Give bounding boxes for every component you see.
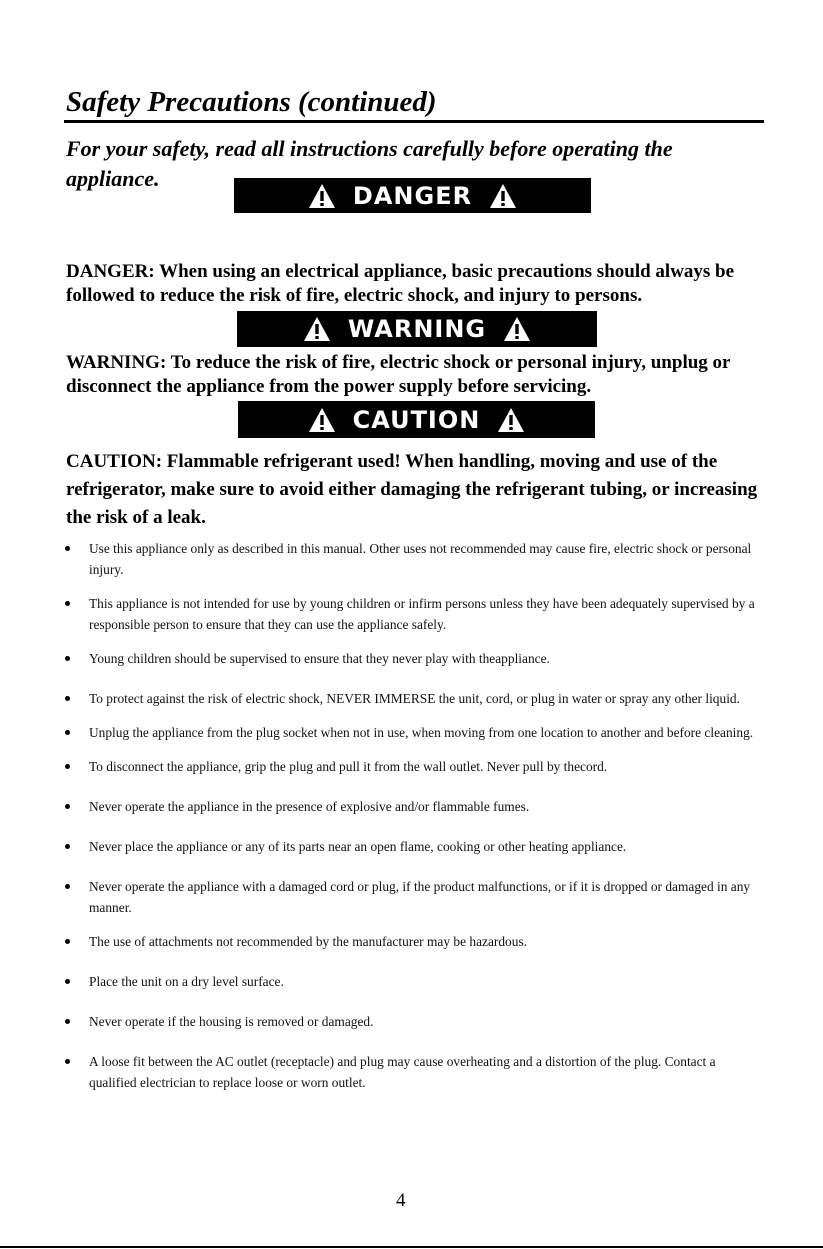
list-item	[62, 538, 762, 580]
list-item-text: The use of attachments not recommended by the manufacturer may be hazardous.	[89, 934, 528, 949]
list-item	[62, 648, 762, 669]
list-item	[62, 593, 762, 635]
list-item-text: Never place the appliance or any of its parts near an open flame, cooking or other heating appliance.	[89, 839, 627, 854]
warning-triangle-icon	[496, 406, 526, 434]
list-item-text: Never operate the appliance in the presence of explosive and/or flammable fumes.	[89, 799, 530, 814]
warning-triangle-icon	[307, 406, 337, 434]
bullet-dot-icon	[65, 939, 70, 944]
warning-triangle-icon	[502, 315, 532, 343]
bullet-dot-icon	[65, 656, 70, 661]
bullet-dot-icon	[65, 730, 70, 735]
danger-statement: DANGER: When using an electrical appliance, basic precautions should always be followed to reduce the risk of fire, electric shock, and injury to persons.	[66, 261, 735, 306]
list-item	[62, 722, 762, 743]
bullet-dot-icon	[65, 696, 70, 701]
list-item-text: Young children should be supervised to ensure that they never play with theappliance.	[89, 651, 550, 666]
list-item-text: A loose fit between the AC outlet (receptacle) and plug may cause overheating and a distortion of the plug. Contact a qualified electrician to replace loose or worn outlet.	[89, 1054, 716, 1090]
warning-banner-label: WARNING	[347, 315, 487, 343]
danger-banner	[234, 178, 591, 213]
list-item	[62, 1051, 762, 1093]
list-item-text: This appliance is not intended for use by young children or infirm persons unless they have been adequately supervised by a responsible person to ensure that they can use the appliance safely.	[89, 596, 755, 632]
list-item	[62, 931, 762, 952]
danger-banner-label: DANGER	[352, 181, 473, 210]
bullet-dot-icon	[65, 601, 70, 606]
bullet-dot-icon	[65, 546, 70, 551]
bullet-dot-icon	[65, 979, 70, 984]
list-item-text: To protect against the risk of electric shock, NEVER IMMERSE the unit, cord, or plug in water or spray any other liquid.	[89, 691, 740, 706]
list-item	[62, 836, 762, 857]
list-item	[62, 756, 762, 777]
list-item-text: Use this appliance only as described in this manual. Other uses not recommended may cause fire, electric shock or personal injury.	[89, 541, 752, 577]
caution-banner-label: CAUTION	[352, 405, 481, 434]
bottom-divider	[0, 1246, 823, 1248]
list-item-text: Place the unit on a dry level surface.	[89, 974, 284, 989]
list-item-text: Never operate if the housing is removed or damaged.	[89, 1014, 374, 1029]
title-divider	[64, 120, 764, 123]
list-item	[62, 688, 762, 709]
list-item	[62, 971, 762, 992]
warning-statement: WARNING: To reduce the risk of fire, electric shock or personal injury, unplug or disconnect the appliance from the power supply before servicing.	[66, 352, 731, 397]
safety-intro: For your safety, read all instructions carefully before operating the appliance.	[66, 136, 673, 191]
warning-triangle-icon	[307, 182, 337, 210]
list-item	[62, 1011, 762, 1032]
list-item-text: To disconnect the appliance, grip the plug and pull it from the wall outlet. Never pull by thecord.	[89, 759, 608, 774]
list-item	[62, 796, 762, 817]
bullet-dot-icon	[65, 1059, 70, 1064]
caution-statement: CAUTION: Flammable refrigerant used! When handling, moving and use of the refrigerator, make sure to avoid either damaging the refrigerant tubing, or increasing the risk of a leak.	[66, 451, 758, 528]
caution-banner	[238, 401, 595, 438]
page-number: 4	[396, 1190, 406, 1211]
list-item-text: Unplug the appliance from the plug socket when not in use, when moving from one location to another and before cleaning.	[89, 725, 754, 740]
bullet-dot-icon	[65, 844, 70, 849]
warning-banner	[237, 311, 597, 347]
bullet-dot-icon	[65, 764, 70, 769]
warning-triangle-icon	[488, 182, 518, 210]
page-title: Safety Precautions (continued)	[66, 86, 437, 118]
bullet-dot-icon	[65, 804, 70, 809]
warning-triangle-icon	[302, 315, 332, 343]
safety-instructions-list	[62, 538, 762, 1093]
bullet-dot-icon	[65, 884, 70, 889]
bullet-dot-icon	[65, 1019, 70, 1024]
list-item-text: Never operate the appliance with a damaged cord or plug, if the product malfunctions, or if it is dropped or damaged in any manner.	[89, 879, 751, 915]
list-item	[62, 876, 762, 918]
